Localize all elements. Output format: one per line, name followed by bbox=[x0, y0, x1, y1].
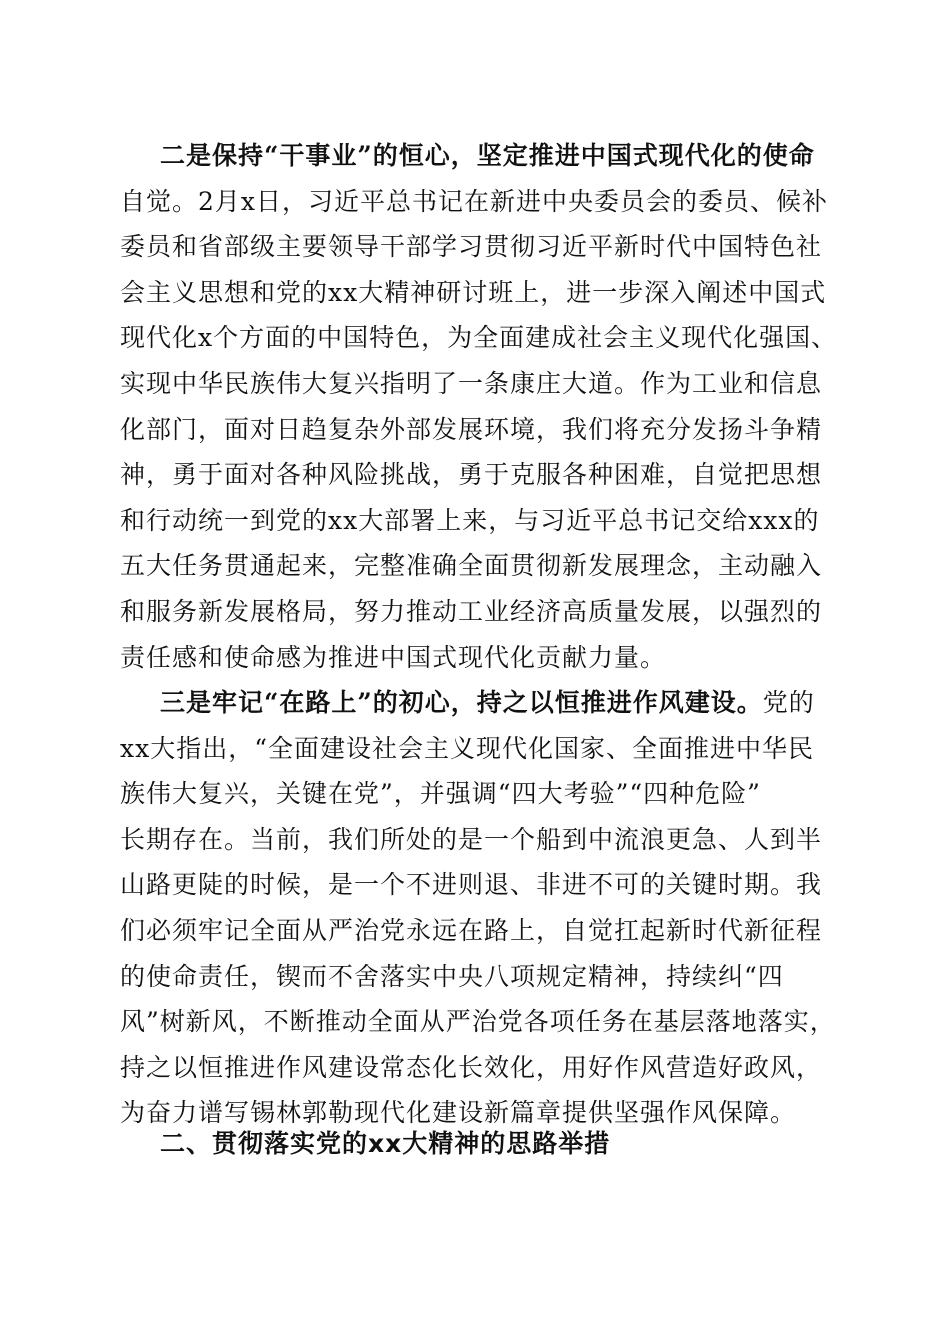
paragraph-line: 神，勇于面对各种风险挑战，勇于克服各种困难，自觉把思想 bbox=[120, 460, 823, 490]
paragraph-line: 长期存在。当前，我们所处的是一个船到中流浪更急、人到半 bbox=[120, 824, 823, 854]
paragraph-line: xx大指出，“全面建设社会主义现代化国家、全面推进中华民 bbox=[120, 733, 814, 763]
paragraph-line: 自觉。2月x日，习近平总书记在新进中央委员会的委员、候补 bbox=[120, 186, 829, 216]
paragraph-line: 责任感和使命感为推进中国式现代化贡献力量。 bbox=[120, 642, 667, 672]
paragraph-line: 现代化x个方面的中国特色，为全面建成社会主义现代化强国、 bbox=[120, 323, 838, 353]
paragraph-1 bbox=[120, 133, 840, 680]
paragraph-line: 山路更陡的时候，是一个不进则退、非进不可的关键时期。我 bbox=[120, 870, 823, 900]
paragraph-2 bbox=[120, 680, 840, 1136]
paragraph-line: 会主义思想和党的xx大精神研讨班上，进一步深入阐述中国式 bbox=[120, 277, 827, 307]
paragraph-line: 化部门，面对日趋复杂外部发展环境，我们将充分发扬斗争精 bbox=[120, 414, 823, 444]
paragraph-line: 为奋力谱写锡林郭勒现代化建设新篇章提供坚强作风保障。 bbox=[120, 1098, 797, 1128]
paragraph-line: 和行动统一到党的xx大部署上来，与习近平总书记交给xxx的 bbox=[120, 505, 820, 535]
section-heading: 二、贯彻落实党的xx大精神的思路举措 bbox=[160, 1129, 611, 1158]
paragraph-lead: 三是牢记“在路上”的初心，持之以恒推进作风建设。党的 bbox=[160, 688, 815, 717]
paragraph-line: 实现中华民族伟大复兴指明了一条康庄大道。作为工业和信息 bbox=[120, 368, 823, 398]
paragraph-line: 们必须牢记全面从严治党永远在路上，自觉扛起新时代新征程 bbox=[120, 915, 823, 945]
paragraph-line: 的使命责任，锲而不舍落实中央八项规定精神，持续纠“四 bbox=[120, 961, 784, 991]
paragraph-lead: 二是保持“干事业”的恒心，坚定推进中国式现代化的使命 bbox=[160, 141, 815, 170]
paragraph-line: 持之以恒推进作风建设常态化长效化，用好作风营造好政风， bbox=[120, 1052, 823, 1082]
paragraph-line: 风”树新风，不断推动全面从严治党各项任务在基层落地落实， bbox=[120, 1007, 836, 1037]
paragraph-line: 和服务新发展格局，努力推动工业经济高质量发展，以强烈的 bbox=[120, 596, 823, 626]
paragraph-line: 委员和省部级主要领导干部学习贯彻习近平新时代中国特色社 bbox=[120, 232, 823, 262]
paragraph-line: 族伟大复兴，关键在党”，并强调“四大考验”“四种危险” bbox=[120, 779, 761, 809]
paragraph-line: 五大任务贯通起来，完整准确全面贯彻新发展理念，主动融入 bbox=[120, 551, 823, 581]
